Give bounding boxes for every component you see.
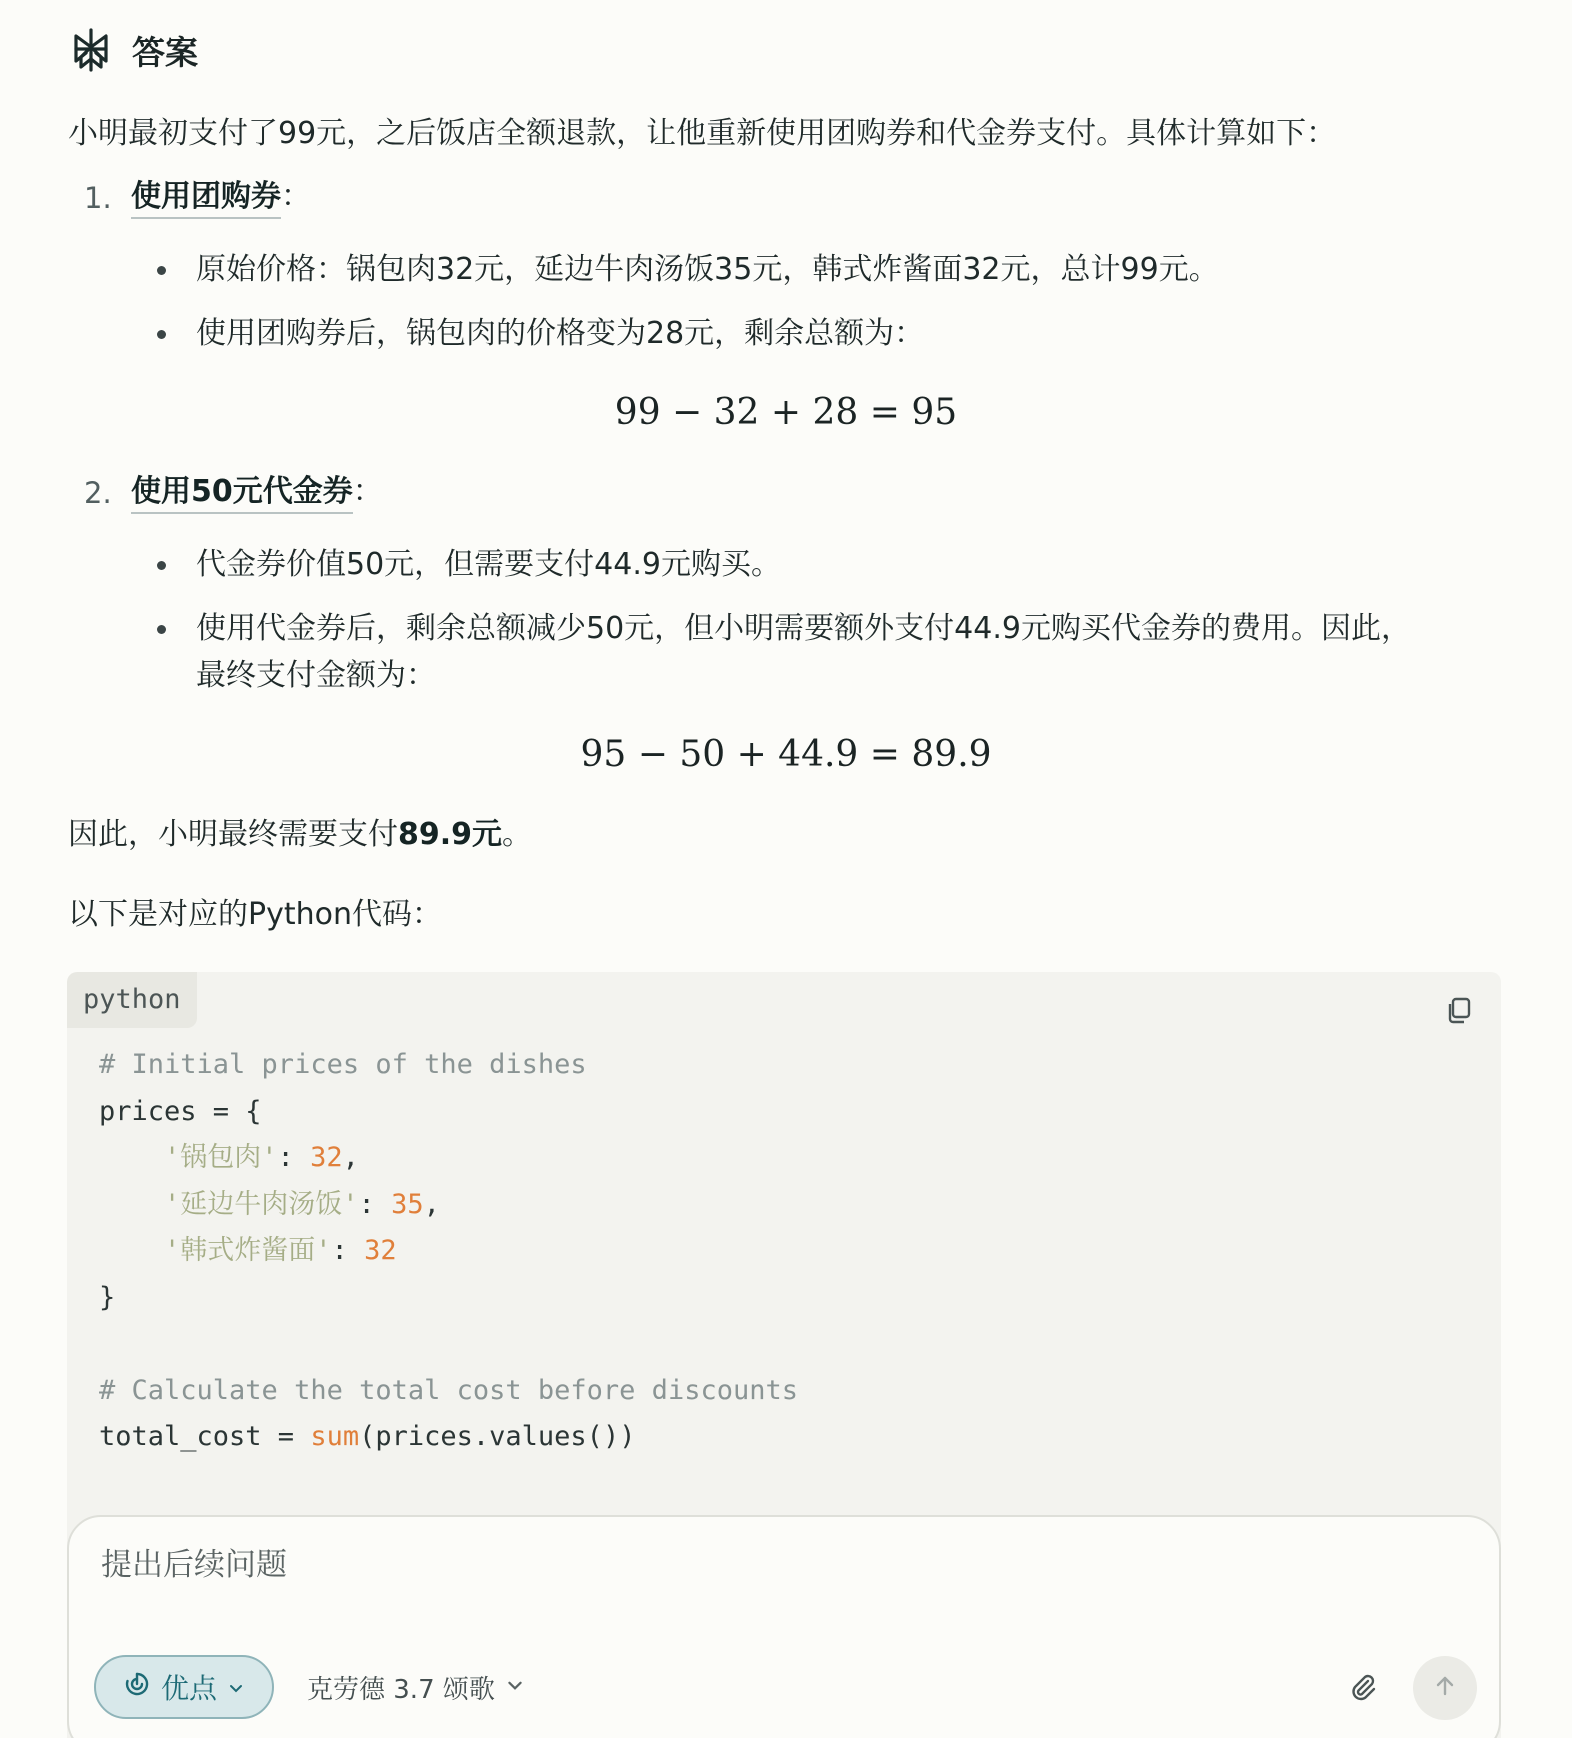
- attach-button[interactable]: [1341, 1667, 1385, 1711]
- code-token-comment: # Calculate the total cost before discounts: [99, 1374, 798, 1406]
- code-token-comment: # Initial prices of the dishes: [99, 1049, 587, 1080]
- code-token-string: '韩式炸酱面': [164, 1235, 332, 1266]
- code-token-plain: }: [99, 1281, 116, 1313]
- followup-box: [67, 1515, 1501, 1738]
- step-2-bullet-2-continued: 最终支付金额为：: [196, 658, 436, 693]
- conclusion: [68, 815, 532, 855]
- code-token-plain: (prices.values()): [359, 1421, 636, 1452]
- step-1-number: 1.: [84, 181, 112, 215]
- step-1-bullet-1: 原始价格：锅包肉32元，延边牛肉汤饭35元，韩式炸酱面32元，总计99元。: [196, 252, 1219, 287]
- code-line: [99, 1228, 798, 1275]
- code-token-plain: :: [277, 1142, 311, 1173]
- arrow-up-icon: [1432, 1673, 1458, 1703]
- answer-title: 答案: [132, 32, 198, 72]
- code-token-number: 32: [310, 1142, 343, 1173]
- formula-1-text: 99 − 32 + 28 = 95: [614, 392, 958, 433]
- code-token-plain: prices = {: [99, 1095, 262, 1127]
- code-line: [99, 1042, 798, 1089]
- code-content: [99, 1042, 798, 1461]
- formula-1: [0, 390, 1572, 436]
- step-2-number: 2.: [84, 476, 112, 510]
- step-1-bullet-2: 使用团购券后，锅包肉的价格变为28元，剩余总额为：: [196, 316, 925, 351]
- chevron-down-icon: [505, 1672, 525, 1702]
- step-2-heading-colon: ：: [352, 474, 383, 509]
- code-token-plain: [99, 1142, 164, 1173]
- answer-header: [68, 22, 198, 78]
- code-line: [99, 1275, 798, 1322]
- step-2-bullet-1: 代金券价值50元，但需要支付44.9元购买。: [196, 547, 781, 582]
- code-token-plain: total_cost =: [99, 1421, 311, 1452]
- code-token-plain: ,: [342, 1142, 359, 1173]
- chevron-down-icon: [227, 1671, 245, 1704]
- step-1-heading: [131, 177, 311, 217]
- code-line: [99, 1182, 798, 1229]
- formula-2-text: 95 − 50 + 44.9 = 89.9: [580, 734, 992, 775]
- code-token-builtin: sum: [310, 1421, 360, 1452]
- conclusion-suffix: 。: [502, 817, 533, 852]
- followup-input[interactable]: [101, 1541, 1201, 1589]
- focus-mode-label: 优点: [160, 1672, 217, 1705]
- step-2-heading: [131, 472, 383, 512]
- bullet-dot: [157, 266, 166, 275]
- code-line: [99, 1135, 798, 1182]
- conclusion-prefix: 因此，小明最终需要支付: [68, 817, 398, 852]
- code-token-plain: :: [358, 1188, 392, 1220]
- step-2-bullet-2: 使用代金券后，剩余总额减少50元，但小明需要额外支付44.9元购买代金券的费用。因此，: [196, 611, 1411, 646]
- bullet-dot: [157, 330, 166, 339]
- formula-2: [0, 732, 1572, 778]
- code-line: [99, 1321, 798, 1368]
- code-token-string: '延边牛肉汤饭': [164, 1188, 359, 1220]
- code-line: [99, 1089, 798, 1136]
- model-label: 克劳德 3.7 颂歌: [307, 1674, 495, 1705]
- copy-icon: [1444, 995, 1474, 1029]
- perplexity-logo-icon: [68, 27, 114, 73]
- step-1-heading-colon: ：: [281, 179, 311, 214]
- spiral-icon: [123, 1670, 151, 1705]
- code-language-badge: python: [67, 972, 197, 1028]
- answer-intro: 小明最初支付了99元，之后饭店全额退款，让他重新使用团购券和代金券支付。具体计算如下：: [68, 116, 1337, 151]
- conclusion-amount: 89.9元: [398, 817, 503, 852]
- step-1-heading-text: 使用团购券: [131, 179, 281, 219]
- bullet-dot: [157, 625, 166, 634]
- model-selector[interactable]: [307, 1655, 525, 1719]
- code-intro: 以下是对应的Python代码：: [68, 897, 442, 932]
- focus-mode-button[interactable]: [94, 1655, 274, 1719]
- code-token-plain: [99, 1235, 164, 1266]
- paperclip-icon: [1347, 1671, 1379, 1707]
- bullet-dot: [157, 561, 166, 570]
- step-2-heading-text: 使用50元代金券: [131, 474, 353, 514]
- code-token-plain: ,: [423, 1188, 440, 1220]
- code-token-number: 35: [391, 1188, 424, 1220]
- code-token-plain: [99, 1189, 164, 1220]
- copy-code-button[interactable]: [1439, 992, 1479, 1032]
- code-token-number: 32: [364, 1235, 397, 1266]
- code-token-plain: :: [331, 1235, 365, 1266]
- code-token-string: '锅包肉': [164, 1142, 278, 1173]
- code-line: [99, 1368, 798, 1415]
- code-line: [99, 1414, 798, 1461]
- send-button[interactable]: [1413, 1656, 1477, 1720]
